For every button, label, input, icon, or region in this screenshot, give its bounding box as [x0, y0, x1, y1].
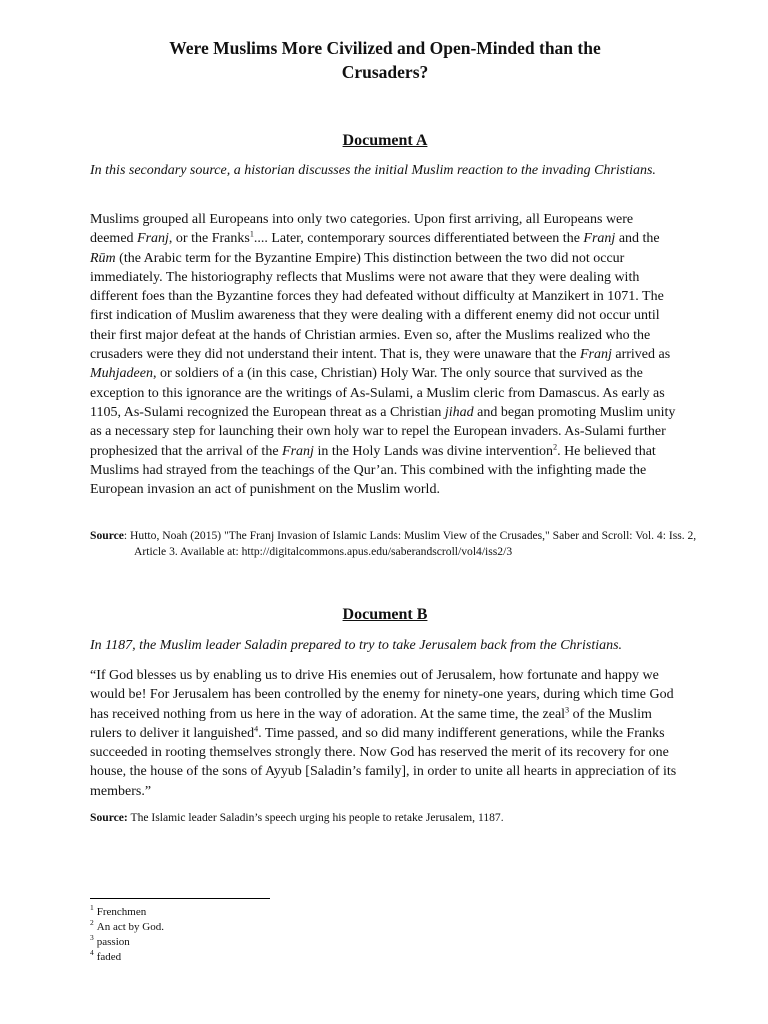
document-a-heading: Document A — [342, 132, 428, 149]
source-label: Source: — [90, 811, 128, 824]
document-a-intro: In this secondary source, a historian discusses the initial Muslim reaction to the invading Christians. — [90, 163, 656, 178]
footnote-divider — [90, 898, 270, 899]
footnote-ref-4: 4 — [254, 724, 259, 734]
page-title: Were Muslims More Civilized and Open-Minded than the Crusaders? — [169, 38, 601, 82]
document-a-body: Muslims grouped all Europeans into only two categories. Upon first arriving, all Europeans were deemed Franj, or the Franks$^1$.... Later, contemporary sources differentiated between the Franj and the Rūm (the Arabic term for the Byzantine Empire) This distinction between the two did not occur immediately. The historiography reflects that Muslims were not aware that they were dealing with different foes than the Byzantine forces they had defeated without difficulty at Manzikert in 1071. The first indication of Muslim awareness that they were dealing with a different enemy did not occur until their first major defeat at the hands of Christian armies. Even so, after the Muslims realized who the crusaders were they did not understand their intent. That is, they were unaware that the Franj arrived as Muhjadeen, or soldiers of a (in this case, Christian) Holy War. The only source that survived as the exception to this ignorance are the writings of As-Sulami, a Muslim cleric from Damascus. As early as 1105, As-Sulami recognized the European threat as a Christian jihad and began promoting Muslim unity as a necessary step for launching their own holy war to repel the European invaders. As-Sulami further prophesized that the arrival of the Franj in the Holy Lands was divine intervention$^2$. He believed that Muslims had strayed from the teachings of the Qur’an. This combined with the infighting made the European invasion an act of punishment on the Muslim world. — [90, 212, 676, 498]
footnote-ref-2: 2 — [553, 441, 558, 451]
term-franj: Franj — [137, 231, 169, 247]
footnote-item: $^2$ An act by God. — [90, 918, 164, 933]
footnote-ref-1: 1 — [249, 229, 254, 239]
term-muhjadeen: Muhjadeen — [90, 366, 153, 382]
document-b-source — [90, 810, 724, 826]
term-franj: Franj — [583, 231, 616, 247]
term-franj: Franj — [579, 347, 612, 363]
footnote-item: $^1$ Frenchmen — [90, 903, 147, 918]
source-label: Source — [90, 529, 124, 542]
source-citation: The Islamic leader Saladin’s speech urging his people to retake Jerusalem, 1187. — [127, 811, 504, 824]
footnote-item: $^4$ faded — [90, 948, 122, 963]
document-b-intro: In 1187, the Muslim leader Saladin prepared to try to take Jerusalem back from the Christians. — [90, 638, 623, 653]
source-citation: : Hutto, Noah (2015) "The Franj Invasion of Islamic Lands: Muslim View of the Crusades," Saber and Scroll: Vol. 4: Iss. 2, Article 3. Available at: http://digitalcommons.apus.edu/saberandscroll/vol4/iss2/3 — [123, 529, 697, 558]
document-b-heading: Document B — [342, 606, 428, 623]
term-jihad: jihad — [444, 404, 474, 420]
document-b-quote: “If God blesses us by enabling us to drive His enemies out of Jerusalem, how fortunate and happy we would be! For Jerusalem has been controlled by the enemy for ninety-one years, during which time God has received nothing from us here in the way of adoration. At the same time, the zeal$^3$ of the Muslim rulers to deliver it languished$^4$. Time passed, and so did many indifferent generations, while the Franks succeeded in rooting themselves strongly there. Now God has reserved the merit of its recovery for one house, the house of the sons of Ayyub [Saladin’s family], in order to unite all hearts in appreciation of its members.” — [90, 668, 677, 799]
term-franj: Franj — [282, 443, 314, 459]
document-a-source — [90, 528, 724, 560]
footnotes — [90, 905, 164, 965]
term-rum: Rūm — [90, 250, 116, 266]
footnote-ref-3: 3 — [565, 704, 570, 714]
footnote-item: $^3$ passion — [90, 933, 130, 948]
